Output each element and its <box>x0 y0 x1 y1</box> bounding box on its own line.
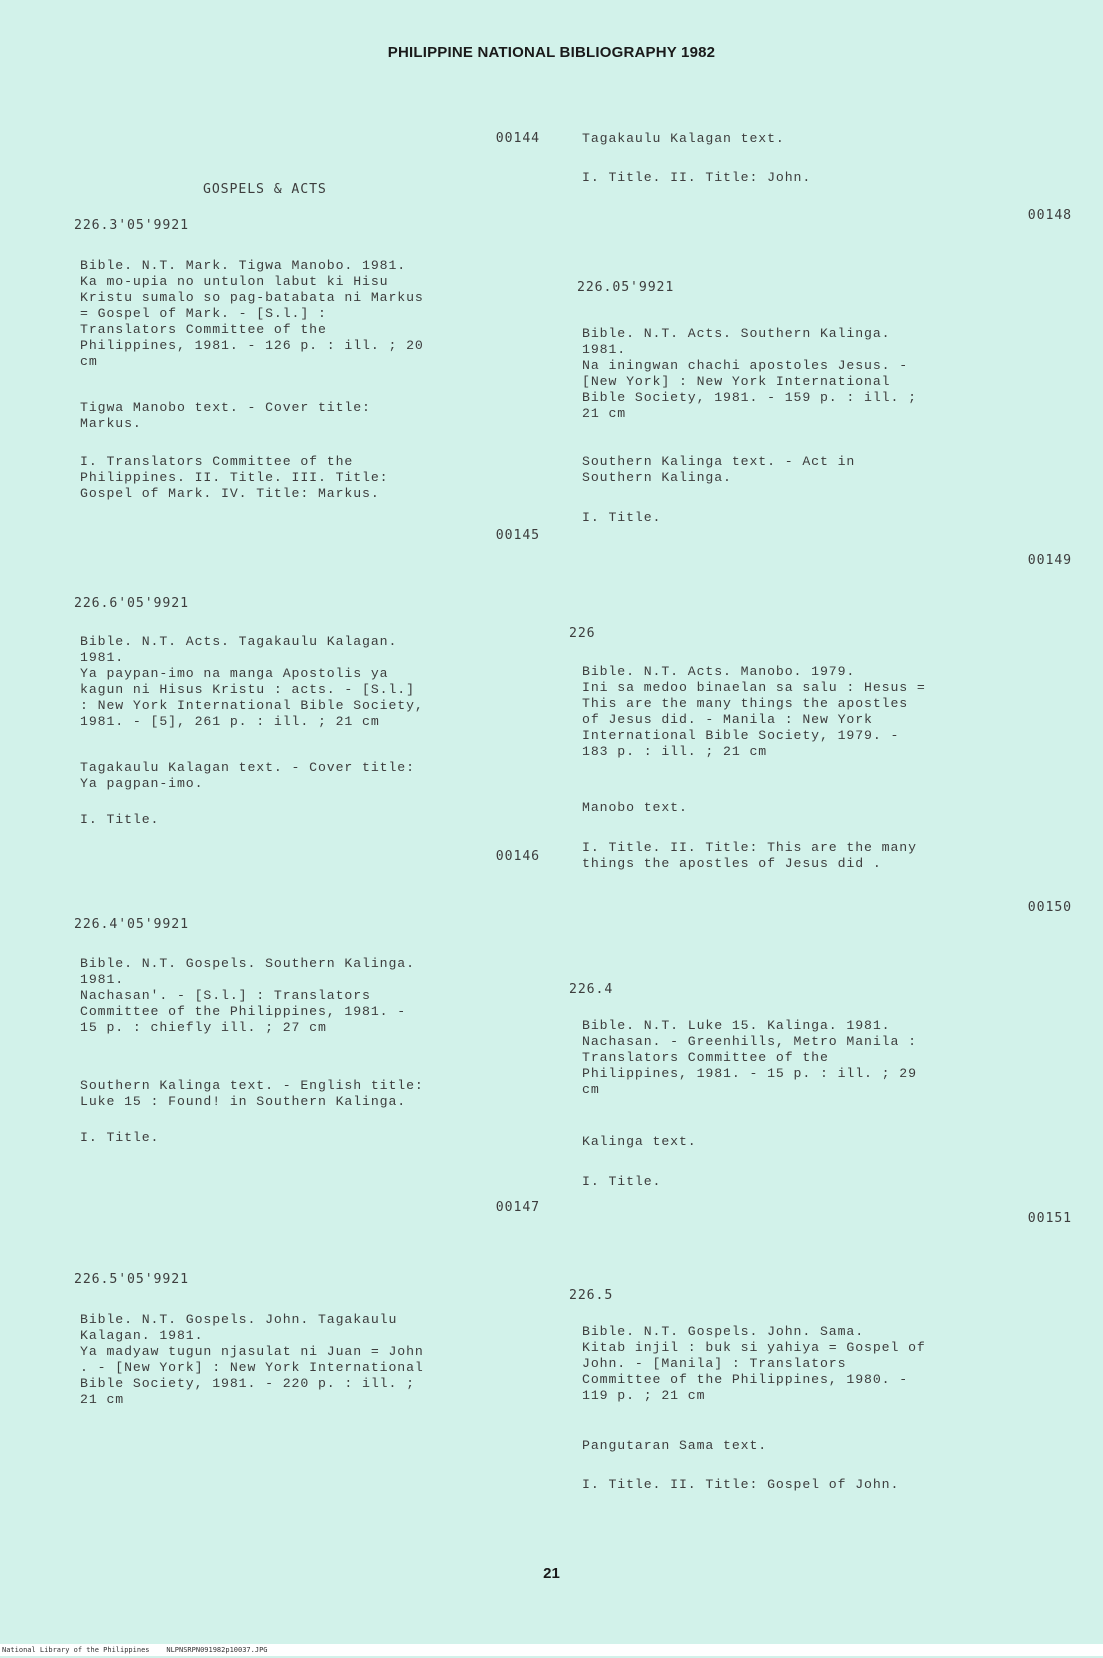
entry-notes: Pangutaran Sama text. <box>582 1438 768 1453</box>
entry-tracings: I. Title. <box>80 1130 160 1145</box>
entry-notes: Southern Kalinga text. - English title: Luke 15 : Found! in Southern Kalinga. <box>80 1078 424 1109</box>
entry-description: Bible. N.T. Acts. Southern Kalinga. 1981. Na iningwan chachi apostoles Jesus. - [New York] : New York International Bible Society, 1981. - 159 p. : ill. ; 21 cm <box>582 326 917 421</box>
class-number: 226.4 <box>569 982 614 997</box>
entry-description: Bible. N.T. Gospels. John. Tagakaulu Kalagan. 1981. Ya madyaw tugun njasulat ni Juan = John . - [New York] : New York International Bible Society, 1981. - 220 p. : ill. ; 21 cm <box>80 1312 424 1407</box>
section-heading: GOSPELS & ACTS <box>203 182 327 197</box>
entry-number: 00148 <box>1027 208 1072 223</box>
entry-number: 00144 <box>495 131 540 146</box>
entry-number: 00151 <box>1027 1211 1072 1226</box>
page-title: PHILIPPINE NATIONAL BIBLIOGRAPHY 1982 <box>387 44 716 61</box>
entry-description: Bible. N.T. Acts. Tagakaulu Kalagan. 1981. Ya paypan-imo na manga Apostolis ya kagun ni Hisus Kristu : acts. - [S.l.] : New York International Bible Society, 1981. - [5], 261 p. : ill. ; 21 cm <box>80 634 424 729</box>
entry-notes: Tagakaulu Kalagan text. <box>582 131 785 146</box>
entry-description: Bible. N.T. Gospels. Southern Kalinga. 1981. Nachasan'. - [S.l.] : Translators Committee of the Philippines, 1981. - 15 p. : chiefly ill. ; 27 cm <box>80 956 415 1035</box>
entry-description: Bible. N.T. Gospels. John. Sama. Kitab injil : buk si yahiya = Gospel of John. - [Manila] : Translators Committee of the Philippines, 1980. - 119 p. ; 21 cm <box>582 1324 926 1403</box>
class-number: 226.05'9921 <box>577 280 675 295</box>
entry-tracings: I. Title. <box>80 812 160 827</box>
entry-description: Bible. N.T. Mark. Tigwa Manobo. 1981. Ka mo-upia no untulon labut ki Hisu Kristu sumalo so pag-batabata ni Markus = Gospel of Mark. - [S.l.] : Translators Committee of the Philippines, 1981. - 126 p. : ill. ; 20 cm <box>80 258 424 369</box>
entry-tracings: I. Title. <box>582 1174 662 1189</box>
entry-notes: Tigwa Manobo text. - Cover title: Markus. <box>80 400 371 431</box>
entry-description: Bible. N.T. Luke 15. Kalinga. 1981. Nachasan. - Greenhills, Metro Manila : Translators Committee of the Philippines, 1981. - 15 p. : ill. ; 29 cm <box>582 1018 917 1097</box>
entry-number: 00147 <box>495 1200 540 1215</box>
class-number: 226.3'05'9921 <box>74 218 189 233</box>
entry-number: 00150 <box>1027 900 1072 915</box>
class-number: 226.6'05'9921 <box>74 596 189 611</box>
class-number: 226.5 <box>569 1288 614 1303</box>
scan-credit: National Library of the Philippines NLPNSRPN091982p10037.JPG <box>0 1644 1103 1656</box>
entry-notes: Southern Kalinga text. - Act in Southern Kalinga. <box>582 454 856 485</box>
entry-notes: Kalinga text. <box>582 1134 697 1149</box>
class-number: 226 <box>569 626 596 641</box>
entry-tracings: I. Title. II. Title: Gospel of John. <box>582 1477 900 1492</box>
entry-notes: Tagakaulu Kalagan text. - Cover title: Ya pagpan-imo. <box>80 760 415 791</box>
entry-number: 00145 <box>495 528 540 543</box>
class-number: 226.5'05'9921 <box>74 1272 189 1287</box>
entry-tracings: I. Translators Committee of the Philippines. II. Title. III. Title: Gospel of Mark. IV. Title: Markus. <box>80 454 389 501</box>
entry-tracings: I. Title. II. Title: John. <box>582 170 812 185</box>
entry-tracings: I. Title. II. Title: This are the many things the apostles of Jesus did . <box>582 840 917 871</box>
entry-description: Bible. N.T. Acts. Manobo. 1979. Ini sa medoo binaelan sa salu : Hesus = This are the many things the apostles of Jesus did. - Manila : New York International Bible Society, 1979. - 183 p. : ill. ; 21 cm <box>582 664 926 759</box>
entry-tracings: I. Title. <box>582 510 662 525</box>
entry-notes: Manobo text. <box>582 800 688 815</box>
entry-number: 00149 <box>1027 553 1072 568</box>
class-number: 226.4'05'9921 <box>74 917 189 932</box>
page-number: 21 <box>543 1565 560 1582</box>
entry-number: 00146 <box>495 849 540 864</box>
